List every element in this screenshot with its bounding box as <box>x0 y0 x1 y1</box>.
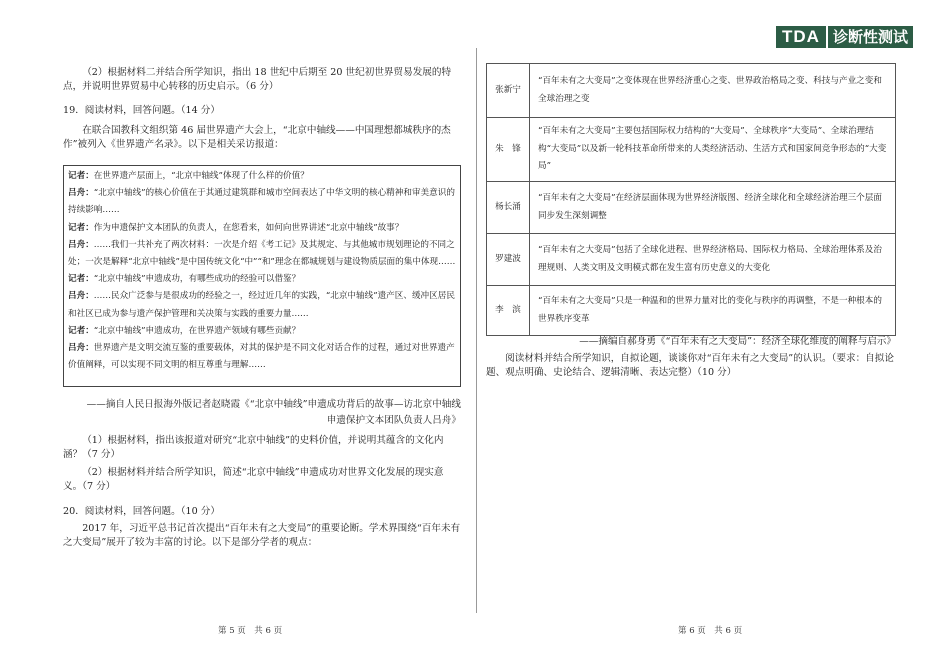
speaker: 吕舟： <box>68 291 94 302</box>
interview-line <box>68 168 456 185</box>
table-row <box>487 118 896 182</box>
interview-line <box>68 323 456 340</box>
scholar-view: “百年未有之大变局”主要包括国际权力结构的“大变局”、全球秩序“大变局”、全球治理结构“大变局”以及新一轮科技革命所带来的人类经济活动、生活方式和国家间竞争形态的“大变局” <box>530 118 896 182</box>
table-row <box>487 234 896 286</box>
q19-part1: （1）根据材料，指出该报道对研究“北京中轴线”的史料价值，并说明其蕴含的文化内涵？（7 分） <box>63 435 444 461</box>
scholar-name: 朱 锋 <box>487 118 530 182</box>
q20-intro: 2017 年，习近平总书记首次提出“百年未有之大变局”的重要论断。学术界围绕“百年未有之大变局”展开了较为丰富的讨论。以下是部分学者的观点： <box>63 523 461 549</box>
interview-line <box>68 185 456 219</box>
speaker: 吕舟： <box>68 188 94 199</box>
scholar-view: “百年未有之大变局”只是一种温和的世界力量对比的变化与秩序的再调整，不是一种根本的世界秩序变革 <box>530 286 896 336</box>
scholar-view: “百年未有之大变局”之变体现在世界经济重心之变、世界政治格局之变、科技与产业之变和全球治理之变 <box>530 64 896 118</box>
interview-text: ……我们一共补充了两次材料：一次是介绍《考工记》及其规定、与其他城市规划理论的不同之处；一次是解释“北京中轴线”是中国传统文化“中”“和”理念在都城规划与建设物质层面的集中体现…… <box>68 239 456 268</box>
page-divider <box>476 48 477 613</box>
interview-text: “北京中轴线”的核心价值在于其通过建筑群和城市空间表达了中华文明的核心精神和审美意识的持续影响…… <box>68 188 455 216</box>
scholar-name: 罗建波 <box>487 234 530 286</box>
interview-text: “北京中轴线”申遗成功，在世界遗产领域有哪些贡献？ <box>93 325 301 336</box>
table-row <box>487 64 896 118</box>
q19-intro: 在联合国教科文组织第 46 届世界遗产大会上，“北京中轴线——中国理想都城秩序的杰作”被列入《世界遗产名录》。以下是相关采访报道： <box>63 125 451 151</box>
interview-line <box>68 220 456 237</box>
q19-title: 19．阅读材料，回答问题。（14 分） <box>63 105 220 116</box>
scholar-view: “百年未有之大变局”在经济层面体现为世界经济版图、经济全球化和全球经济治理三个层面同步发生深刻调整 <box>530 182 896 234</box>
q19-part2: （2）根据材料并结合所学知识，简述“北京中轴线”申遗成功对世界文化发展的现实意义。（7 分） <box>63 467 444 493</box>
table-row <box>487 286 896 336</box>
scholar-name: 张新宁 <box>487 64 530 118</box>
interview-text: 世界遗产是文明交流互鉴的重要载体，对其的保护是不同文化对话合作的过程，通过对世界遗产价值阐释，可以实现不同文明的相互尊重与理解…… <box>68 343 455 371</box>
logo-mark: TDA <box>776 26 826 48</box>
scholar-name: 李 滨 <box>487 286 530 336</box>
interview-text: 作为申遗保护文本团队的负责人，在您看来，如何向世界讲述“北京中轴线”故事？ <box>93 222 404 233</box>
interview-line <box>68 340 456 374</box>
interview-text: 在世界遗产层面上，“北京中轴线”体现了什么样的价值？ <box>93 171 309 181</box>
speaker: 记者： <box>68 325 94 336</box>
interview-line <box>68 288 456 322</box>
interview-box <box>63 165 461 387</box>
logo-text: 诊断性测试 <box>828 26 913 48</box>
page-number-left: 第 5 页 共 6 页 <box>218 626 283 636</box>
speaker: 记者： <box>68 171 94 181</box>
q19-source-line2: 申遗保护文本团队负责人吕舟》 <box>326 415 461 426</box>
speaker: 记者： <box>68 274 94 285</box>
page-number-right: 第 6 页 共 6 页 <box>678 626 743 636</box>
interview-text: ……民众广泛参与是很成功的经验之一，经过近几年的实践，“北京中轴线”遗产区、缓冲区居民和社区已成为参与遗产保护管理和关决策与实践的重要力量…… <box>68 291 455 319</box>
scholar-name: 杨长涌 <box>487 182 530 234</box>
brand-logo <box>776 26 913 48</box>
scholar-table <box>486 63 896 336</box>
q18-part2: （2）根据材料二并结合所学知识，指出 18 世纪中后期至 20 世纪初世界贸易发展的特点，并说明世界贸易中心转移的历史启示。（6 分） <box>63 67 452 93</box>
speaker: 记者： <box>68 222 94 233</box>
q20-prompt: 阅读材料并结合所学知识，自拟论题，谈谈你对“百年未有之大变局”的认识。（要求：自拟论题、观点明确、史论结合、逻辑清晰、表达完整）（10 分） <box>486 353 894 379</box>
interview-line <box>68 237 456 271</box>
q20-title: 20．阅读材料，回答问题。（10 分） <box>63 506 220 517</box>
interview-text: “北京中轴线”申遗成功，有哪些成功的经验可以借鉴？ <box>93 274 301 285</box>
scholar-view: “百年未有之大变局”包括了全球化进程、世界经济格局、国际权力格局、全球治理体系及治理规则、人类文明及文明模式都在发生富有历史意义的大变化 <box>530 234 896 286</box>
interview-line <box>68 271 456 288</box>
speaker: 吕舟： <box>68 239 94 250</box>
table-row <box>487 182 896 234</box>
q20-source: ——摘编自郝身勇《“百年未有之大变局”：经济全球化维度的阐释与启示》 <box>579 336 896 347</box>
q19-source-line1: ——摘自人民日报海外版记者赵晓霞《“北京中轴线”申遗成功背后的故事—访北京中轴线 <box>86 399 461 410</box>
speaker: 吕舟： <box>68 343 94 354</box>
